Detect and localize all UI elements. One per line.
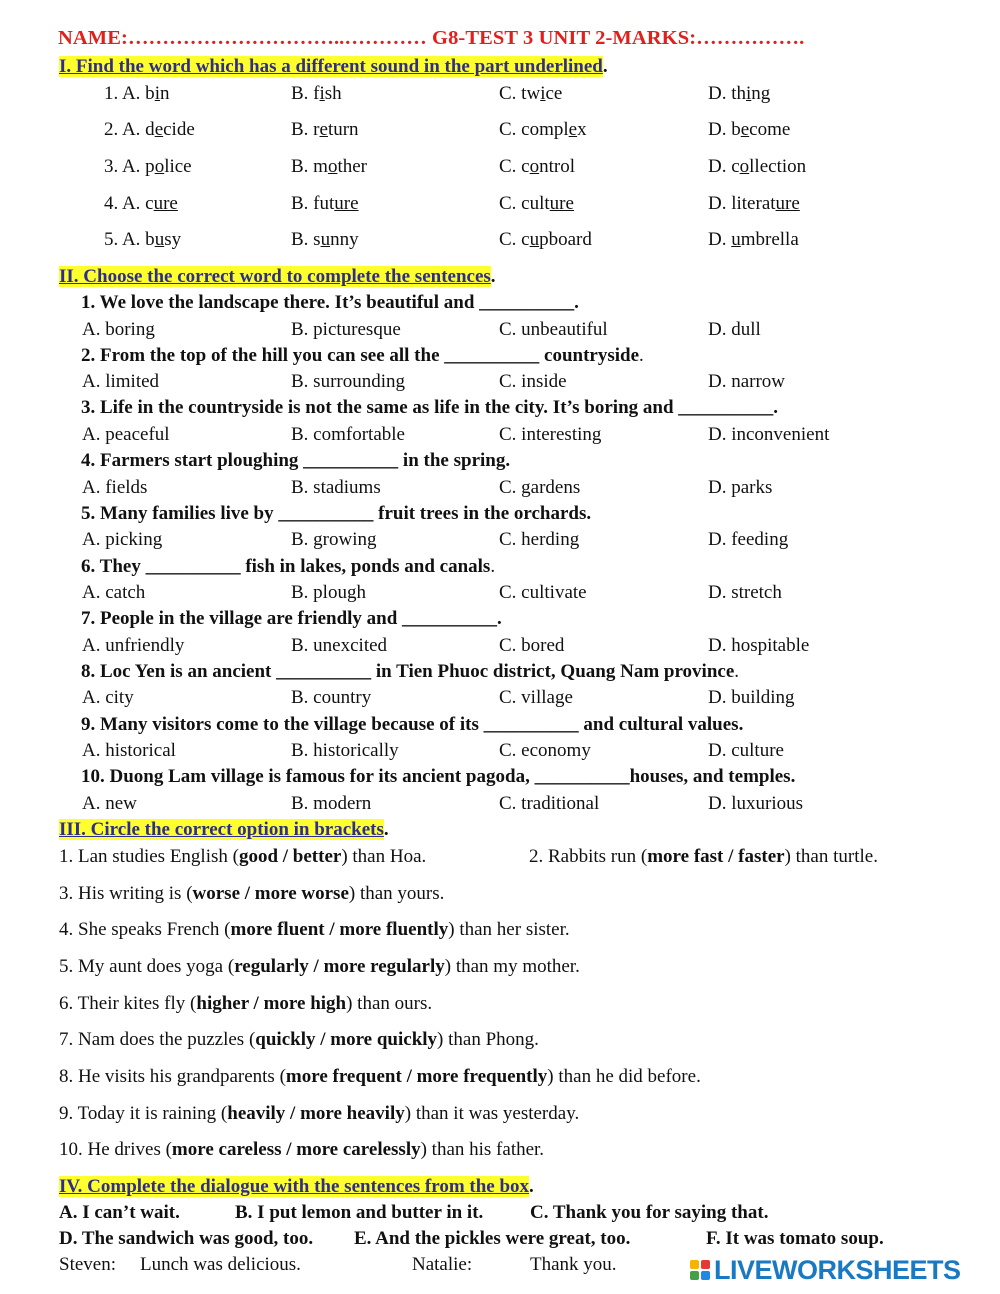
question-text: 3. Life in the countryside is not the same as life in the city. It’s boring and __________.: [81, 397, 779, 419]
mcq-option[interactable]: D. dull: [708, 318, 761, 340]
mcq-option[interactable]: A. historical: [82, 740, 176, 762]
bracket-options[interactable]: quickly / more quickly: [255, 1029, 438, 1050]
sound-option-a[interactable]: [104, 193, 178, 215]
box-option-b: B. I put lemon and butter in it.: [235, 1202, 484, 1223]
question-text: 2. From the top of the hill you can see all the __________ countryside: [81, 344, 640, 366]
item-text-after: ) than ours.: [346, 993, 433, 1014]
mcq-options-row: [0, 477, 1000, 503]
item-text-after: ) than turtle.: [784, 846, 878, 867]
question-text: 8. Loc Yen is an ancient __________ in Tien Phuoc district, Quang Nam province: [81, 660, 735, 682]
item-text-before: 9. Today it is raining (: [59, 1103, 228, 1124]
mcq-option[interactable]: B. growing: [291, 529, 377, 551]
mcq-option[interactable]: A. boring: [82, 318, 155, 340]
mcq-option[interactable]: B. historically: [291, 740, 399, 762]
mcq-option[interactable]: D. feeding: [708, 529, 789, 551]
section-2-heading-end: .: [490, 266, 496, 287]
liveworksheets-logo: [690, 1255, 961, 1285]
option-text-before: 4. A. c: [104, 193, 154, 214]
mcq-option[interactable]: D. stretch: [708, 582, 782, 603]
mcq-option[interactable]: D. parks: [708, 476, 773, 498]
mcq-option[interactable]: B. stadiums: [291, 476, 381, 498]
bracket-options[interactable]: more careless / more carelessly: [171, 1139, 421, 1160]
mcq-option[interactable]: D. building: [708, 687, 795, 709]
question-end: .: [734, 660, 740, 682]
sound-option-d[interactable]: [708, 193, 800, 215]
mcq-option[interactable]: C. inside: [499, 371, 567, 393]
option-text-before: B. s: [291, 229, 321, 250]
option-text-before: 1. A. b: [104, 83, 155, 104]
option-text-before: 5. A. b: [104, 229, 155, 250]
sound-option-c[interactable]: [499, 156, 575, 178]
question-text: 9. Many visitors come to the village because of its __________ and cultural values.: [81, 713, 744, 735]
sentence-box-row-2: [59, 1228, 959, 1254]
sound-option-b[interactable]: [291, 229, 359, 251]
sound-option-a[interactable]: [104, 119, 195, 141]
mcq-option[interactable]: A. limited: [82, 371, 160, 393]
underlined-part: o: [154, 156, 165, 177]
underlined-part: o: [529, 156, 540, 177]
underlined-part: i: [540, 83, 546, 104]
comparison-item: [59, 883, 444, 905]
box-option-e: E. And the pickles were great, too.: [354, 1228, 631, 1249]
question-end: .: [490, 555, 496, 577]
underlined-part: ure: [153, 193, 178, 214]
option-text-before: C. c: [499, 156, 530, 177]
mcq-question: [81, 766, 795, 788]
option-text-before: B. r: [291, 119, 320, 140]
comparison-item: [59, 993, 432, 1015]
bracket-options[interactable]: good / better: [238, 846, 342, 867]
mcq-option[interactable]: D. hospitable: [708, 634, 810, 656]
box-option-d: D. The sandwich was good, too.: [59, 1228, 314, 1249]
dialogue-speaker-2: Natalie:: [412, 1254, 473, 1275]
mcq-options-row: [0, 529, 1000, 555]
bracket-options[interactable]: more fast / faster: [647, 846, 785, 867]
mcq-question: [81, 661, 739, 683]
sound-option-b[interactable]: [291, 193, 359, 215]
sound-question-row: [0, 156, 1000, 182]
sound-question-row: [0, 193, 1000, 219]
mcq-option[interactable]: C. traditional: [499, 792, 600, 814]
mcq-question: [81, 503, 591, 525]
underlined-part: e: [740, 119, 750, 140]
option-text-after: cide: [163, 119, 195, 140]
mcq-option[interactable]: C. cultivate: [499, 582, 587, 603]
dialogue-text-1: Lunch was delicious.: [140, 1254, 301, 1275]
sound-option-a[interactable]: [104, 83, 169, 105]
mcq-question: [81, 345, 644, 367]
mcq-option[interactable]: D. luxurious: [708, 792, 803, 814]
mcq-option[interactable]: C. economy: [499, 740, 591, 762]
option-text-before: B. m: [291, 156, 328, 177]
item-text-before: 10. He drives (: [59, 1139, 172, 1160]
item-text-before: 6. Their kites fly (: [59, 993, 197, 1014]
item-text-before: 2. Rabbits run (: [529, 846, 648, 867]
item-text-after: ) than yours.: [348, 883, 445, 904]
comparison-item: [59, 1103, 579, 1125]
section-2-heading: [59, 266, 496, 288]
sound-option-d[interactable]: [708, 119, 790, 141]
underlined-part: u: [320, 229, 331, 250]
mcq-option[interactable]: B. modern: [291, 792, 372, 814]
bracket-options[interactable]: higher / more high: [196, 993, 347, 1014]
option-text-after: nny: [330, 229, 359, 250]
dialogue-line: [59, 1254, 659, 1280]
section-4-heading: [59, 1176, 534, 1198]
option-text-before: D. th: [708, 83, 746, 104]
sound-option-b[interactable]: [291, 119, 359, 141]
mcq-option[interactable]: C. gardens: [499, 476, 581, 498]
section-4-heading-end: .: [529, 1176, 534, 1197]
item-text-before: 4. She speaks French (: [59, 919, 231, 940]
option-text-after: sh: [324, 83, 342, 104]
option-text-after: pboard: [539, 229, 592, 250]
item-text-after: ) than my mother.: [444, 956, 580, 977]
dialogue-text-2: Thank you.: [530, 1254, 617, 1275]
page-title: NAME:…………………………..………… G8-TEST 3 UNIT 2-MARKS:…………….: [58, 27, 805, 49]
option-text-before: 3. A. p: [104, 156, 155, 177]
mcq-option[interactable]: B. unexcited: [291, 634, 388, 656]
option-text-after: turn: [327, 119, 359, 140]
mcq-option[interactable]: A. city: [82, 687, 134, 709]
item-text-before: 3. His writing is (: [59, 883, 193, 904]
section-3-heading-text: III. Circle the correct option in brackets: [59, 819, 384, 840]
sound-option-c[interactable]: [499, 193, 574, 215]
comparison-item: [59, 1066, 701, 1088]
mcq-options-row: [0, 319, 1000, 345]
box-option-a: A. I can’t wait.: [59, 1202, 180, 1223]
mcq-option[interactable]: D. culture: [708, 740, 784, 762]
mcq-option[interactable]: A. new: [82, 792, 137, 814]
mcq-options-row: [0, 687, 1000, 713]
mcq-option[interactable]: A. fields: [82, 476, 148, 498]
item-text-after: ) than Phong.: [437, 1029, 539, 1050]
sound-option-d[interactable]: [708, 83, 770, 105]
sound-option-d[interactable]: [708, 156, 806, 178]
mcq-question: [81, 714, 743, 736]
mcq-option[interactable]: C. bored: [499, 634, 565, 656]
section-3-heading: [59, 819, 389, 841]
section-1-heading: [59, 56, 608, 78]
mcq-options-row: [0, 793, 1000, 819]
option-text-before: C. c: [499, 229, 530, 250]
box-option-c: C. Thank you for saying that.: [530, 1202, 769, 1223]
section-3-heading-end: .: [383, 819, 389, 840]
bracket-options[interactable]: more frequent / more frequently: [285, 1066, 548, 1087]
mcq-options-row: [0, 424, 1000, 450]
sound-option-b[interactable]: [291, 83, 342, 105]
underlined-part: u: [154, 229, 165, 250]
question-text: 1. We love the landscape there. It’s beautiful and __________.: [81, 292, 579, 313]
option-text-after: lice: [164, 156, 192, 177]
item-text-after: ) than Hoa.: [341, 846, 427, 867]
mcq-options-row: [0, 582, 1000, 608]
liveworksheets-mark-icon: [690, 1260, 710, 1280]
option-text-after: mbrella: [740, 229, 799, 250]
option-text-after: sy: [164, 229, 182, 250]
mcq-option[interactable]: D. inconvenient: [708, 423, 830, 445]
underlined-part: e: [319, 119, 328, 140]
item-text-after: ) than her sister.: [448, 919, 570, 940]
item-text-after: ) than he did before.: [547, 1066, 701, 1087]
option-text-before: B. f: [291, 83, 320, 104]
sound-option-b[interactable]: [291, 156, 367, 178]
bracket-options[interactable]: more fluent / more fluently: [230, 919, 449, 940]
sound-option-a[interactable]: [104, 229, 181, 251]
underlined-part: ure: [334, 193, 359, 214]
mcq-question: [81, 450, 510, 472]
item-text-before: 1. Lan studies English (: [59, 846, 239, 867]
dialogue-speaker-1: Steven:: [59, 1254, 116, 1275]
option-text-before: C. tw: [499, 83, 541, 104]
option-text-before: C. cult: [499, 193, 550, 214]
option-text-after: come: [749, 119, 791, 140]
option-text-before: B. fut: [291, 193, 335, 214]
option-text-after: ng: [751, 83, 771, 104]
question-text: 6. They __________ fish in lakes, ponds and canals: [81, 555, 491, 577]
mcq-option[interactable]: A. peaceful: [82, 423, 170, 445]
underlined-part: i: [154, 83, 160, 104]
mcq-option[interactable]: B. country: [291, 687, 372, 709]
mcq-option[interactable]: C. herding: [499, 529, 580, 551]
underlined-part: i: [319, 83, 325, 104]
option-text-after: ther: [337, 156, 367, 177]
mcq-question: [81, 556, 495, 578]
section-1-heading-text: I. Find the word which has a different sound in the part underlined: [59, 56, 603, 77]
sound-option-c[interactable]: [499, 119, 587, 141]
sound-question-row: [0, 83, 1000, 109]
mcq-option[interactable]: B. plough: [291, 582, 366, 603]
sentence-box-row-1: [59, 1202, 959, 1228]
option-text-before: D. b: [708, 119, 741, 140]
underlined-part: u: [529, 229, 540, 250]
logo-text: LIVEWORKSHEETS: [714, 1254, 961, 1285]
bracket-options[interactable]: regularly / more regularly: [234, 956, 445, 977]
mcq-options-row: [0, 635, 1000, 661]
comparison-item: [529, 846, 878, 868]
mcq-option[interactable]: A. picking: [82, 529, 163, 551]
question-text: 7. People in the village are friendly and __________.: [81, 608, 502, 630]
bracket-options[interactable]: heavily / more heavily: [227, 1103, 405, 1124]
section-1-heading-end: .: [602, 56, 608, 77]
mcq-option[interactable]: A. unfriendly: [82, 634, 185, 656]
mcq-question: [81, 292, 579, 314]
underlined-part: e: [154, 119, 164, 140]
sound-option-d[interactable]: [708, 229, 799, 251]
question-text: 10. Duong Lam village is famous for its ancient pagoda, __________houses, and temples.: [81, 766, 796, 788]
mcq-option[interactable]: D. narrow: [708, 371, 786, 393]
option-text-after: ntrol: [539, 156, 575, 177]
section-4-heading-text: IV. Complete the dialogue with the sentences from the box: [59, 1176, 530, 1197]
mcq-option[interactable]: A. catch: [82, 582, 146, 603]
option-text-before: D. literat: [708, 193, 776, 214]
question-text: 5. Many families live by __________ fruit trees in the orchards.: [81, 502, 592, 524]
mcq-option[interactable]: C. village: [499, 687, 573, 709]
mcq-option[interactable]: B. surrounding: [291, 371, 405, 393]
mcq-options-row: [0, 740, 1000, 766]
bracket-options[interactable]: worse / more worse: [192, 883, 349, 904]
sound-question-row: [0, 119, 1000, 145]
mcq-option[interactable]: C. interesting: [499, 423, 602, 445]
item-text-before: 8. He visits his grandparents (: [59, 1066, 286, 1087]
item-text-before: 7. Nam does the puzzles (: [59, 1029, 256, 1050]
option-text-before: C. compl: [499, 119, 569, 140]
box-option-f: F. It was tomato soup.: [706, 1228, 884, 1249]
mcq-options-row: [0, 371, 1000, 397]
mcq-option[interactable]: B. picturesque: [291, 318, 401, 340]
underlined-part: o: [327, 156, 338, 177]
underlined-part: o: [739, 156, 750, 177]
mcq-option[interactable]: B. comfortable: [291, 423, 405, 445]
option-text-after: x: [577, 119, 587, 140]
sound-option-c[interactable]: [499, 229, 592, 251]
underlined-part: i: [746, 83, 752, 104]
underlined-part: ure: [549, 193, 574, 214]
comparison-item: [59, 1029, 539, 1051]
sound-question-row: [0, 229, 1000, 255]
item-text-after: ) than his father.: [420, 1139, 545, 1160]
sound-option-a[interactable]: [104, 156, 192, 178]
underlined-part: e: [568, 119, 578, 140]
mcq-option[interactable]: C. unbeautiful: [499, 318, 608, 340]
underlined-part: u: [731, 229, 741, 250]
item-text-before: 5. My aunt does yoga (: [59, 956, 235, 977]
option-text-before: 2. A. d: [104, 119, 155, 140]
question-text: 4. Farmers start ploughing __________ in the spring.: [81, 450, 511, 472]
option-text-before: D.: [708, 229, 732, 250]
option-text-after: llection: [749, 156, 807, 177]
option-text-after: n: [159, 83, 170, 104]
question-end: .: [639, 344, 644, 366]
section-2-heading-text: II. Choose the correct word to complete the sentences: [59, 266, 491, 287]
option-text-before: D. c: [708, 156, 740, 177]
mcq-question: [81, 397, 778, 419]
comparison-item: [59, 1139, 544, 1161]
comparison-item: [59, 846, 426, 868]
sound-option-c[interactable]: [499, 83, 562, 105]
comparison-item: [59, 956, 580, 978]
comparison-item: [59, 919, 570, 941]
mcq-question: [81, 608, 502, 630]
item-text-after: ) than it was yesterday.: [404, 1103, 580, 1124]
option-text-after: ce: [545, 83, 563, 104]
underlined-part: ure: [775, 193, 800, 214]
